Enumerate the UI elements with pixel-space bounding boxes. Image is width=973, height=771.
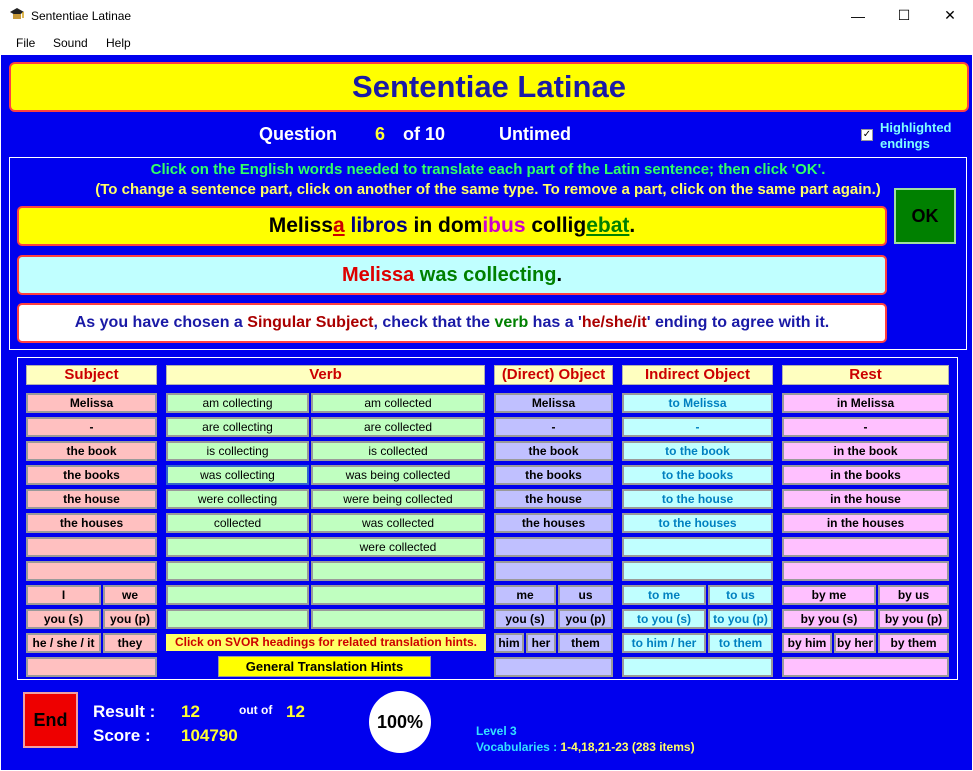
subject-pronoun-option[interactable]: you (p)	[103, 609, 157, 629]
object-option[interactable]: -	[494, 417, 613, 437]
question-total: of 10	[403, 124, 446, 144]
hint_message-segment: he/she/it	[581, 314, 647, 331]
indirect-object-option[interactable]: to Melissa	[622, 393, 773, 413]
subject-option[interactable]: Melissa	[26, 393, 157, 413]
indirect-object-option[interactable]: to the books	[622, 465, 773, 485]
hint_message-segment: verb	[494, 314, 529, 331]
subject-option[interactable]: the houses	[26, 513, 157, 533]
subject-heading[interactable]: Subject	[26, 365, 157, 385]
rest-option[interactable]: in the books	[782, 465, 949, 485]
out-of-label: out of	[239, 703, 273, 717]
object-pronoun-option[interactable]: me	[494, 585, 556, 605]
app-icon	[9, 7, 25, 23]
indirect-pronoun-option[interactable]: to me	[622, 585, 706, 605]
rest-pronoun-option[interactable]: by them	[878, 633, 949, 653]
rest-option[interactable]: in the houses	[782, 513, 949, 533]
indirect-pronoun-option[interactable]: to us	[708, 585, 773, 605]
rest-pronoun-option[interactable]: by him	[782, 633, 832, 653]
verb-option[interactable]: are collecting	[166, 417, 309, 437]
rest-option[interactable]: -	[782, 417, 949, 437]
subject-pronoun-option[interactable]: they	[103, 633, 157, 653]
object-option[interactable]: the houses	[494, 513, 613, 533]
hint_message-segment: ' ending to agree with it.	[646, 314, 830, 331]
latin_sentence-segment: in	[407, 214, 439, 237]
maximize-button[interactable]: ☐	[897, 7, 911, 23]
indirect-object-option[interactable]: -	[622, 417, 773, 437]
verb-option[interactable]	[166, 537, 309, 557]
latin-sentence	[17, 206, 887, 246]
object-option[interactable]	[494, 657, 613, 677]
latin_sentence-segment: libr	[350, 214, 384, 237]
object-heading[interactable]: (Direct) Object	[494, 365, 613, 385]
svor-hint: Click on SVOR headings for related translation hints.	[166, 634, 486, 651]
rest-option[interactable]	[782, 537, 949, 557]
latin_sentence-segment: .	[629, 214, 636, 237]
object-option[interactable]	[494, 561, 613, 581]
level-label: Level 3	[476, 724, 517, 738]
verb-option[interactable]	[311, 609, 485, 629]
object-pronoun-option[interactable]: her	[526, 633, 556, 653]
hint_message-segment: Singular Subject	[247, 314, 374, 331]
rest-pronoun-option[interactable]: by her	[834, 633, 876, 653]
verb-option[interactable]: collected	[166, 513, 309, 533]
verb-option[interactable]	[166, 609, 309, 629]
latin_sentence-segment: os	[383, 214, 408, 237]
latin_sentence-segment: collig	[531, 214, 587, 237]
subject-option[interactable]	[26, 561, 157, 581]
out-of-value: 12	[286, 702, 305, 721]
title-bar	[0, 0, 973, 31]
subject-pronoun-option[interactable]: I	[26, 585, 101, 605]
rest-option[interactable]: in the book	[782, 441, 949, 461]
subject-pronoun-option[interactable]: he / she / it	[26, 633, 101, 653]
verb-heading[interactable]: Verb	[166, 365, 485, 385]
result-value: 12	[181, 702, 200, 721]
close-button[interactable]: ✕	[944, 7, 956, 23]
end-button[interactable]: End	[23, 692, 78, 748]
english_translation-segment: .	[556, 264, 563, 286]
verb-option[interactable]: was being collected	[311, 465, 485, 485]
object-pronoun-option[interactable]: you (p)	[558, 609, 613, 629]
menu-help[interactable]: Help	[106, 36, 131, 50]
verb-option[interactable]	[166, 585, 309, 605]
indirect-object-option[interactable]: to the houses	[622, 513, 773, 533]
indirect-object-option[interactable]: to the house	[622, 489, 773, 509]
verb-option[interactable]: am collecting	[166, 393, 309, 413]
rest-pronoun-option[interactable]: by you (s)	[782, 609, 876, 629]
verb-option[interactable]	[311, 585, 485, 605]
latin_sentence-segment: dom	[438, 214, 483, 237]
verb-option[interactable]: was collected	[311, 513, 485, 533]
instruction-line-1: Click on the English words needed to translate each part of the Latin sentence; then click 'OK'.	[150, 161, 826, 178]
indirect-pronoun-option[interactable]: to you (s)	[622, 609, 706, 629]
menu-sound[interactable]: Sound	[53, 36, 88, 50]
indirect-pronoun-option[interactable]: to him / her	[622, 633, 706, 653]
vocabularies-line: Vocabularies : 1-4,18,21-23 (283 items)	[476, 740, 695, 754]
verb-option[interactable]: was collecting	[166, 465, 309, 485]
object-option[interactable]: the books	[494, 465, 613, 485]
latin_sentence-segment: ebat	[586, 214, 630, 237]
rest-pronoun-option[interactable]: by me	[782, 585, 876, 605]
minimize-button[interactable]: —	[851, 7, 865, 24]
object-option[interactable]: the book	[494, 441, 613, 461]
rest-option[interactable]	[782, 561, 949, 581]
hint_message-segment: , check that the	[373, 314, 495, 331]
subject-option[interactable]: the book	[26, 441, 157, 461]
highlighted-endings-label: Highlighted endings	[880, 120, 952, 151]
verb-option[interactable]	[166, 561, 309, 581]
question-label: Question	[259, 124, 338, 144]
subject-pronoun-option[interactable]: you (s)	[26, 609, 101, 629]
english_translation-segment: was collecting	[419, 264, 557, 286]
rest-option[interactable]	[782, 657, 949, 677]
english-translation	[17, 255, 887, 295]
indirect-object-option[interactable]	[622, 561, 773, 581]
instruction-line-2: (To change a sentence part, click on another of the same type. To remove a part, click on the same part again.)	[95, 181, 881, 198]
verb-option[interactable]	[311, 561, 485, 581]
verb-option[interactable]: were collected	[311, 537, 485, 557]
indirect-object-option[interactable]: to the book	[622, 441, 773, 461]
window-title: Sententiae Latinae	[31, 9, 132, 23]
subject-option[interactable]: the books	[26, 465, 157, 485]
indirect-object-option[interactable]	[622, 657, 773, 677]
indirect-object-heading[interactable]: Indirect Object	[622, 365, 773, 385]
indirect-pronoun-option[interactable]: to them	[708, 633, 773, 653]
question-number: 6	[375, 124, 386, 144]
menu-file[interactable]: File	[16, 36, 36, 50]
timer-mode: Untimed	[499, 124, 571, 144]
verb-option[interactable]: is collecting	[166, 441, 309, 461]
verb-option[interactable]: are collected	[311, 417, 485, 437]
subject-option[interactable]: -	[26, 417, 157, 437]
general-hints-button[interactable]: General Translation Hints	[218, 656, 431, 677]
rest-heading[interactable]: Rest	[782, 365, 949, 385]
rest-pronoun-option[interactable]: by you (p)	[878, 609, 949, 629]
object-pronoun-option[interactable]: them	[558, 633, 613, 653]
subject-option[interactable]	[26, 537, 157, 557]
object-pronoun-option[interactable]: us	[558, 585, 613, 605]
object-option[interactable]: the house	[494, 489, 613, 509]
rest-option[interactable]: in Melissa	[782, 393, 949, 413]
rest-pronoun-option[interactable]: by us	[878, 585, 949, 605]
latin_sentence-segment: Meliss	[268, 214, 333, 237]
hint_message-segment: As you have chosen a	[74, 314, 248, 331]
indirect-object-option[interactable]	[622, 537, 773, 557]
ok-button[interactable]: OK	[894, 188, 956, 244]
latin_sentence-segment: ibus	[482, 214, 526, 237]
verb-option[interactable]: were collecting	[166, 489, 309, 509]
percentage-badge: 100%	[369, 691, 431, 753]
rest-option[interactable]: in the house	[782, 489, 949, 509]
app-banner: Sententiae Latinae	[9, 62, 969, 112]
score-value: 104790	[181, 726, 238, 745]
subject-option[interactable]	[26, 657, 157, 677]
result-label: Result :	[93, 702, 156, 721]
verb-option[interactable]: is collected	[311, 441, 485, 461]
hint_message-segment: has a '	[528, 314, 582, 331]
object-option[interactable]: Melissa	[494, 393, 613, 413]
menu-bar	[0, 31, 973, 53]
english_translation-segment: Melissa	[341, 264, 415, 286]
latin_sentence-segment: a	[332, 214, 345, 237]
agreement-hint	[17, 303, 887, 343]
subject-option[interactable]: the house	[26, 489, 157, 509]
object-pronoun-option[interactable]: you (s)	[494, 609, 556, 629]
subject-pronoun-option[interactable]: we	[103, 585, 157, 605]
verb-option[interactable]: were being collected	[311, 489, 485, 509]
object-option[interactable]	[494, 537, 613, 557]
object-pronoun-option[interactable]: him	[494, 633, 524, 653]
indirect-pronoun-option[interactable]: to you (p)	[708, 609, 773, 629]
verb-option[interactable]: am collected	[311, 393, 485, 413]
highlighted-endings-checkbox[interactable]: ✓	[862, 129, 872, 140]
score-label: Score :	[93, 726, 151, 745]
